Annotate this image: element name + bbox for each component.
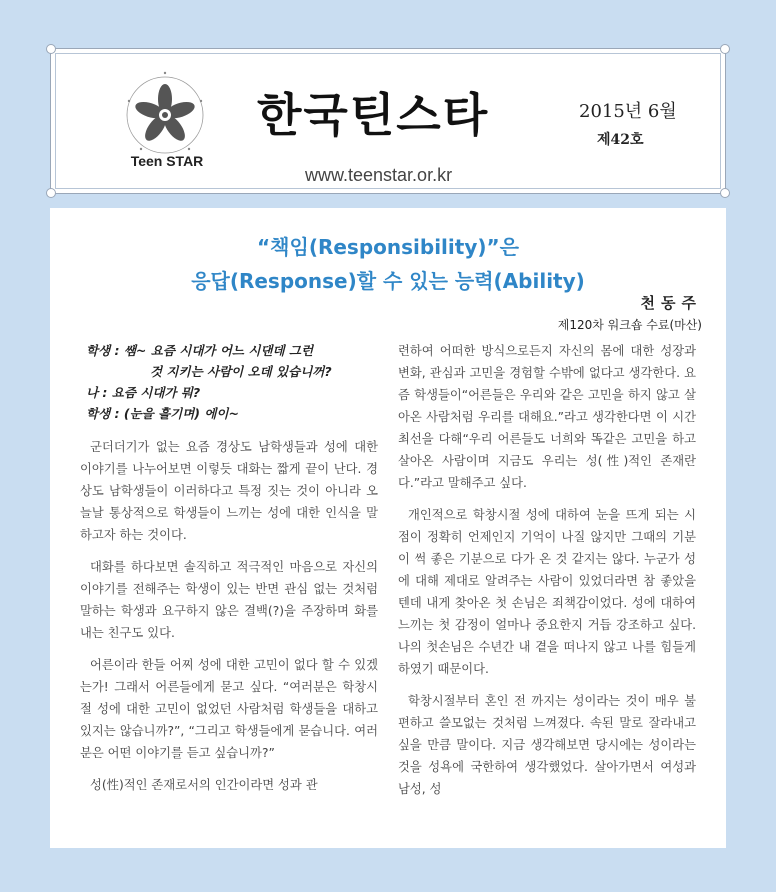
dialog-line: 나 : 요즘 시대가 뭐? bbox=[86, 385, 201, 400]
article bbox=[50, 208, 726, 848]
paragraph: 어른이라 한들 어찌 성에 대한 고민이 없다 할 수 있겠는가! 그래서 어른들에게 묻고 싶다. “여러분은 학창시절 성에 대한 고민이 없었던 사람처럼 학생들을 대하고 있지는 않습니까?”, “그리고 학생들에게 묻습니다. 여러분은 어떤 이야기를 듣고 싶습니까?” bbox=[80, 658, 378, 760]
logo-text: Teen STAR bbox=[130, 153, 204, 169]
article-title-line-2: 응답(Response)할 수 있는 능력(Ability) bbox=[191, 269, 585, 293]
paragraph: 대화를 하다보면 솔직하고 적극적인 마음으로 자신의 이야기를 전해주는 학생이 있는 반면 관심 없는 것처럼 말하는 학생과 요구하지 않은 결백(?)을 주장하며 화를 내는 친구도 있다. bbox=[80, 560, 378, 640]
newsletter-title: 한국틴스타 bbox=[257, 88, 490, 142]
article-title bbox=[50, 230, 726, 298]
corner-ornament bbox=[720, 44, 730, 54]
paragraph: 개인적으로 학창시절 성에 대하여 눈을 뜨게 되는 시점이 정확히 언제인지 기억이 나질 않지만 그때의 기분이 썩 좋은 기분으로 다가 온 것 같지는 않다. 누군가 성에 대해 제대로 알려주는 사람이 있었더라면 참 좋았을 텐데 내게 찾아온 첫 손님은 죄책감이었다. 성에 대하여 느끼는 첫 감정이 얼마나 중요한지 거듭 강조하고 싶다. 나의 첫손님은 수년간 내 곁을 떠나지 않고 나를 힘들게 하였기 때문이다. bbox=[398, 508, 696, 676]
paragraph: 련하여 어떠한 방식으로든지 자신의 몸에 대한 성장과 변화, 관심과 고민을 경험할 수밖에 없다고 생각한다. 요즘 학생들이“어른들은 우리와 같은 고민을 하지 않고 살아온 사람처럼 우리를 대해요.”라고 생각한다면 이 시간 최선을 다해“우리 어른들도 너희와 똑같은 고민을 하고 살아온 사람이며 지금도 우리는 성(性)적인 존재란다.”라고 말해주고 싶다. bbox=[398, 344, 696, 490]
article-column-left bbox=[80, 340, 378, 806]
dialog-block bbox=[86, 340, 378, 424]
issue-date: 2015년 6월 bbox=[579, 101, 677, 122]
masthead bbox=[50, 48, 726, 194]
dialog-line: 학생 : 쌤~ 요즘 시대가 어느 시댄데 그런 bbox=[86, 343, 314, 358]
corner-ornament bbox=[46, 44, 56, 54]
paragraph: 군더더기가 없는 요즘 경상도 남학생들과 성에 대한 이야기를 나누어보면 이렇듯 대화는 짧게 끝이 난다. 경상도 남학생들이 이러하다고 특정 짓는 것이 아니라 오늘날 통상적으로 학생들이 느끼는 성에 대한 인식을 말하고자 하는 것이다. bbox=[80, 440, 378, 542]
article-column-right bbox=[398, 340, 696, 810]
corner-ornament bbox=[46, 188, 56, 198]
issue-number: 제42호 bbox=[597, 132, 644, 148]
paragraph: 학창시절부터 혼인 전 까지는 성이라는 것이 매우 불편하고 쓸모없는 것처럼 느껴졌다. 속된 말로 잘라내고 싶을 만큼 말이다. 지금 생각해보면 당시에는 성이라는 것을 성욕에 국한하여 생각했었다. 살아가면서 여성과 남성, 성 bbox=[398, 694, 696, 796]
dialog-line: 학생 : (눈을 흘기며) 에이~ bbox=[86, 406, 239, 421]
corner-ornament bbox=[720, 188, 730, 198]
paragraph: 성(性)적인 존재로서의 인간이라면 성과 관 bbox=[90, 778, 318, 792]
article-title-line-1: “책임(Responsibility)”은 bbox=[257, 235, 519, 259]
author-name: 천동주 bbox=[640, 294, 702, 312]
dialog-line: 것 지키는 사람이 오데 있습니꺼? bbox=[150, 364, 332, 379]
teenstar-logo-icon bbox=[115, 65, 215, 165]
website-link[interactable]: www.teenstar.or.kr bbox=[305, 165, 453, 185]
author-role: 제120차 워크숍 수료(마산) bbox=[557, 318, 702, 332]
